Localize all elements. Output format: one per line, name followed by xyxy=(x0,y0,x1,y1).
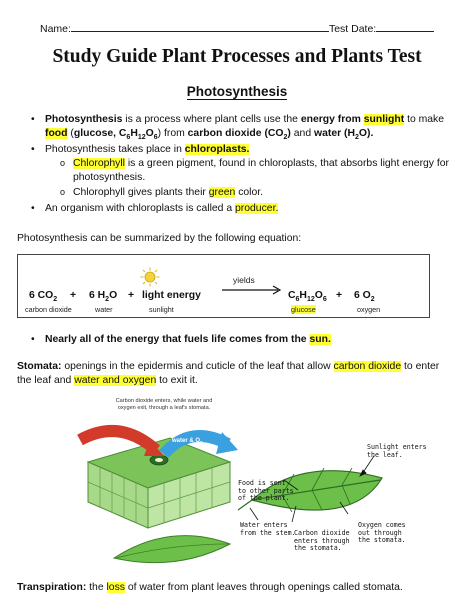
text: Nearly all of the energy that fuels life comes from the xyxy=(45,334,310,345)
test-date-label: Test Date: xyxy=(328,23,377,35)
label-glucose: glucose xyxy=(291,305,316,314)
eq-plus-3: + xyxy=(336,290,343,301)
eq-plus-2: + xyxy=(128,290,135,301)
subscript: 6 xyxy=(153,133,158,141)
text-bold: H xyxy=(130,127,138,139)
text: of water from plant leaves through openings called stomata. xyxy=(124,582,403,593)
text: ( xyxy=(67,127,74,139)
equation-intro: Photosynthesis can be summarized by the following equation: xyxy=(17,233,302,244)
bullet-dot: • xyxy=(31,144,35,155)
label-oxygen-out: Oxygen comes out through the stomata. xyxy=(358,521,406,545)
text: to enter xyxy=(401,361,440,372)
yields-arrow xyxy=(222,285,284,295)
highlight-food: food xyxy=(45,127,68,139)
subscript: 2 xyxy=(355,133,359,141)
highlight-sunlight: sunlight xyxy=(363,114,405,125)
text: to exit it. xyxy=(156,374,198,386)
leaf-cross-section-illustration xyxy=(60,410,260,590)
label-water: water xyxy=(95,305,113,314)
highlight-green: green xyxy=(208,187,236,198)
text-bold: ) xyxy=(287,127,291,139)
eq-glucose: $C_6H_{12}O_6$ xyxy=(288,290,327,304)
highlight-chloroplasts: chloroplasts. xyxy=(184,144,250,155)
text: An organism with chloroplasts is called a xyxy=(45,203,236,214)
eq-h2o: 6 $H_2O$ xyxy=(89,290,118,304)
equation-box xyxy=(17,254,430,318)
subbullet-circle: o xyxy=(60,158,66,168)
eq-light-energy: light energy xyxy=(142,290,201,301)
subscript: 12 xyxy=(137,133,146,141)
text: to make xyxy=(404,114,445,125)
eq-o2: 6 $O_2$ xyxy=(354,290,375,304)
water-oxygen-arrow-label: water & $O_2$ xyxy=(172,438,203,446)
label-carbon-dioxide-enters: Carbon dioxide enters through the stomata. xyxy=(294,529,350,553)
label-food-sent: Food is sent to other parts of the plant. xyxy=(238,479,294,503)
subbullet-circle: o xyxy=(60,187,66,197)
document-title: Study Guide Plant Processes and Plants Test xyxy=(52,46,422,67)
bullet-dot: • xyxy=(31,203,35,214)
text: the xyxy=(86,582,107,593)
label-sunlight: sunlight xyxy=(149,305,174,314)
text: the leaf and xyxy=(17,374,75,386)
label-carbon-dioxide: carbon dioxide xyxy=(25,305,72,314)
stomata-figure xyxy=(0,388,474,568)
text-bold: O). xyxy=(358,127,374,139)
term-stomata: Stomata: xyxy=(17,361,62,372)
header-line xyxy=(40,22,440,35)
text-bold: glucose, C xyxy=(73,127,127,139)
text: Photosynthesis takes place in xyxy=(45,144,185,155)
label-sunlight-enters: Sunlight enters the leaf. xyxy=(367,443,427,459)
eq-co2: 6 $CO_2$ xyxy=(29,290,58,304)
text: photosynthesis. xyxy=(73,171,146,183)
figure-caption: Carbon dioxide enters, while water and oxygen exit, through a leaf's stomata. xyxy=(115,398,213,411)
name-blank[interactable] xyxy=(71,22,329,32)
text: color. xyxy=(235,187,264,198)
text: openings in the epidermis and cuticle of the leaf that allow xyxy=(61,361,334,372)
text-bold: carbon dioxide (CO xyxy=(187,127,284,139)
highlight-chlorophyll: Chlorophyll xyxy=(73,158,125,169)
yields-label: yields xyxy=(233,275,255,285)
subscript: 2 xyxy=(283,133,288,141)
sun-icon xyxy=(140,267,160,287)
text-bold: energy from xyxy=(300,114,364,125)
co2-arrow-label: $CO_2$ xyxy=(92,442,104,450)
term-transpiration: Transpiration: xyxy=(17,582,87,593)
text: Chlorophyll gives plants their xyxy=(73,187,209,198)
highlight-carbon-dioxide: carbon dioxide xyxy=(333,361,402,372)
bullet-dot: • xyxy=(31,334,35,345)
text-bold: O xyxy=(145,127,154,139)
subscript: 6 xyxy=(126,133,131,141)
section-heading xyxy=(0,84,474,99)
bullet-dot: • xyxy=(31,114,35,125)
text-bold: water (H xyxy=(314,127,355,139)
text: and xyxy=(290,127,314,139)
text: is a green pigment, found in chloroplasts, that absorbs light energy for xyxy=(124,158,450,169)
label-oxygen: oxygen xyxy=(357,305,381,314)
highlight-loss: loss xyxy=(106,582,125,593)
term-photosynthesis: Photosynthesis xyxy=(45,114,123,125)
text: is a process where plant cells use the xyxy=(122,114,301,125)
section-heading-text: Photosynthesis xyxy=(186,84,288,99)
name-label: Name: xyxy=(40,23,71,35)
transpiration-definition xyxy=(17,581,467,595)
highlight-water-oxygen: water and oxygen xyxy=(74,374,157,386)
highlight-sun: sun. xyxy=(309,334,331,345)
highlight-producer: producer. xyxy=(235,203,279,214)
test-date-blank[interactable] xyxy=(376,22,434,32)
label-water-enters: Water enters from the stem. xyxy=(240,521,296,537)
stomata-definition xyxy=(17,360,462,387)
eq-plus-1: + xyxy=(70,290,77,301)
text: ) from xyxy=(157,127,188,139)
